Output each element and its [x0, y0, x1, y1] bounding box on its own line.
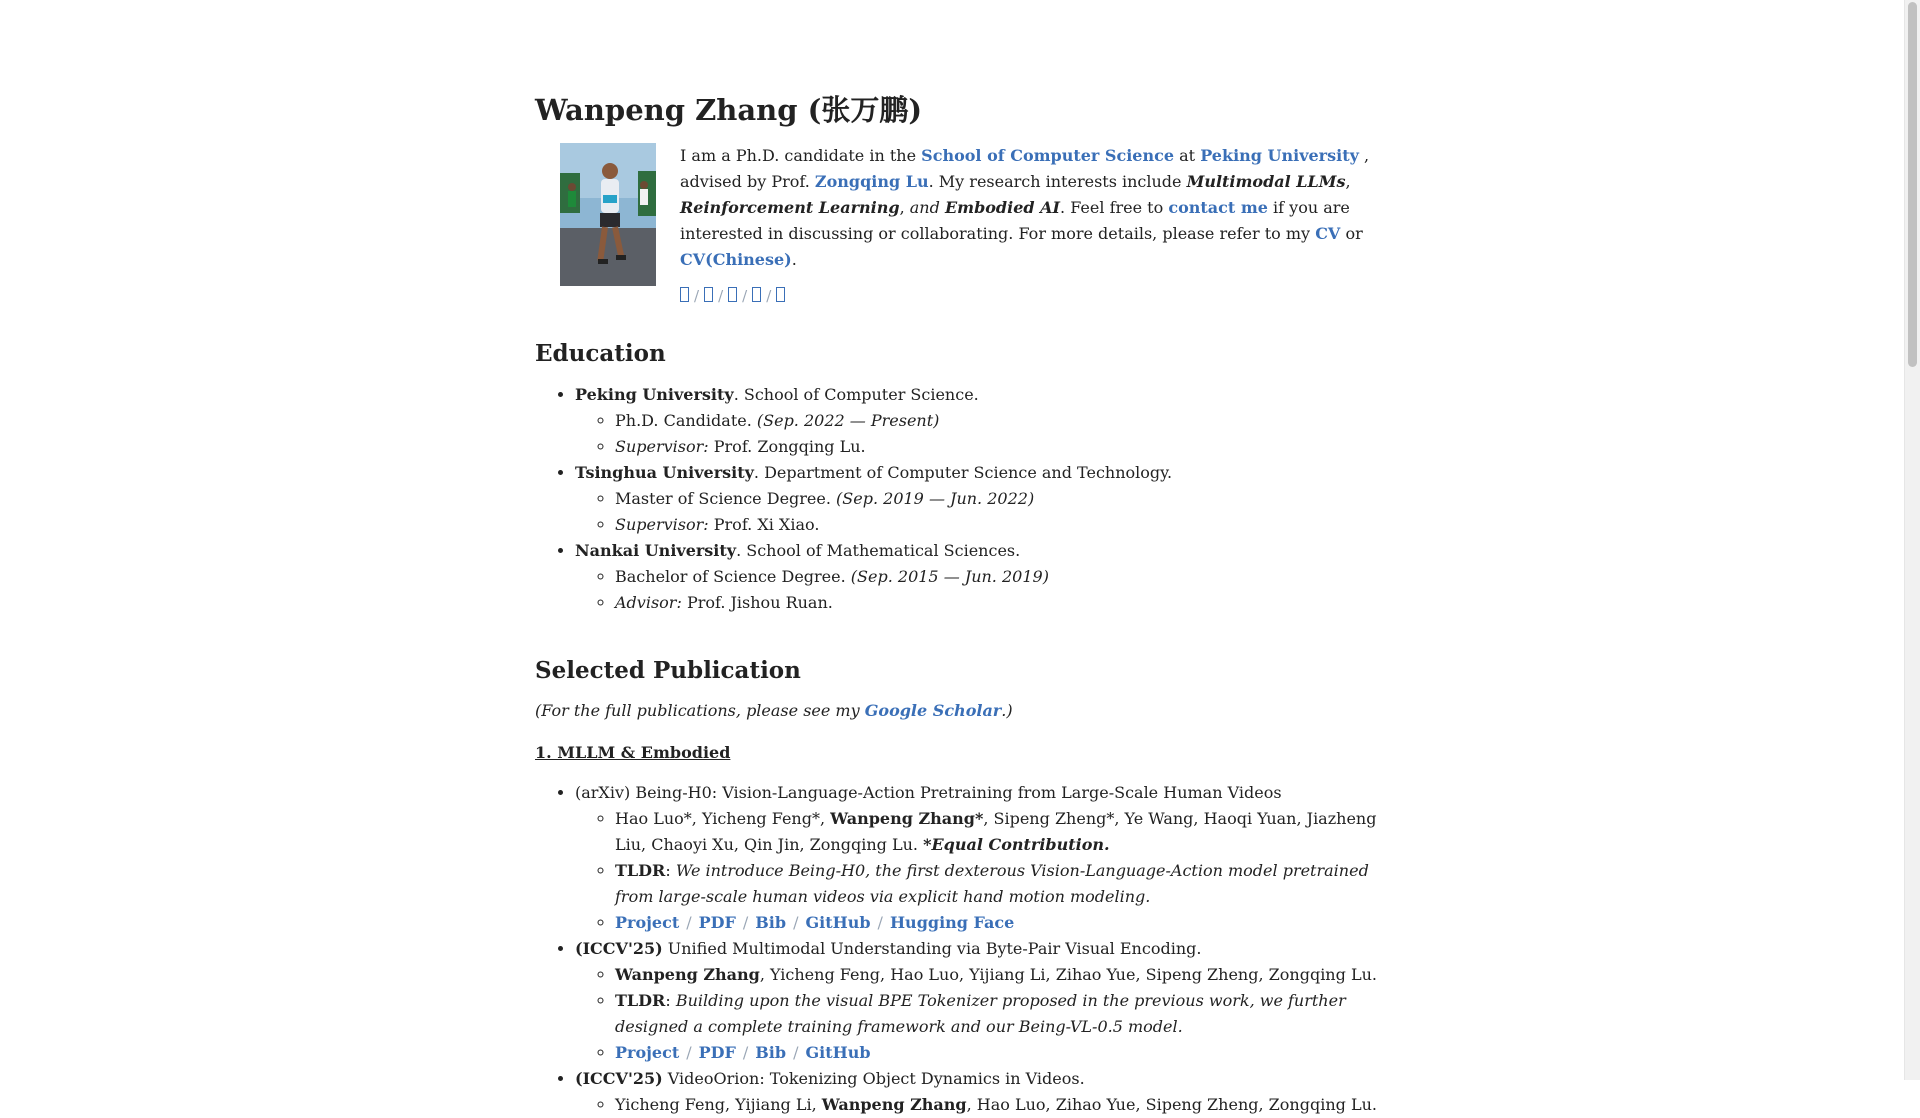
cv-chinese-link[interactable]: CV(Chinese)	[680, 250, 792, 269]
bib-link[interactable]: Bib	[755, 1043, 787, 1062]
degree-line: ◦ Bachelor of Science Degree. (Sep. 2015 — Jun. 2019)	[615, 564, 1385, 590]
google-scholar-link[interactable]: Google Scholar	[864, 701, 1002, 720]
email-icon[interactable]	[680, 287, 689, 302]
authors-line: ◦ Wanpeng Zhang, Yicheng Feng, Hao Luo, Yijiang Li, Zihao Yue, Sipeng Zheng, Zongqing Lu.	[615, 962, 1385, 988]
main-content	[535, 90, 1385, 1118]
project-link[interactable]: Project	[615, 913, 680, 932]
school-link[interactable]: School of Computer Science	[921, 146, 1175, 165]
degree-line: ◦ Ph.D. Candidate. (Sep. 2022 — Present)	[615, 408, 1385, 434]
vertical-scrollbar[interactable]	[1904, 0, 1920, 1080]
category-heading: 1. MLLM & Embodied	[535, 743, 731, 762]
education-item: • Tsinghua University. Department of Computer Science and Technology. ◦ Master of Science Degree. (Sep. 2019 — Jun. 2022) ◦ Supervisor: Prof. Xi Xiao.	[575, 460, 1385, 538]
pdf-link[interactable]: PDF	[698, 913, 736, 932]
cv-link[interactable]: CV	[1315, 224, 1341, 243]
profile-photo	[560, 143, 656, 286]
advisor-link[interactable]: Zongqing Lu	[814, 172, 929, 191]
degree-line: ◦ Master of Science Degree. (Sep. 2019 — Jun. 2022)	[615, 486, 1385, 512]
education-heading: Education	[535, 340, 666, 367]
publication-item: • (arXiv) Being-H0: Vision-Language-Action Pretraining from Large-Scale Human Videos ◦ Hao Luo*, Yicheng Feng*, Wanpeng Zhang*, Sipeng Zheng*, Ye Wang, Haoqi Yuan, Jiazheng Liu, Chaoyi Xu, Qin Jin, Zongqing Lu. *Equal Contribution. ◦ TLDR: We introduce Being-H0, the first dexterous Vision-Language-Action model pretrained from large-scale human videos via explicit hand motion modeling. ◦ Project / PDF / Bib / GitHub / Hugging Face	[575, 780, 1385, 936]
pdf-link[interactable]: PDF	[698, 1043, 736, 1062]
github-icon[interactable]	[728, 287, 737, 302]
education-item: • Nankai University. School of Mathematical Sciences. ◦ Bachelor of Science Degree. (Sep. 2015 — Jun. 2019) ◦ Advisor: Prof. Jishou Ruan.	[575, 538, 1385, 616]
bib-link[interactable]: Bib	[755, 913, 787, 932]
tldr-line: ◦ TLDR: Building upon the visual BPE Tokenizer proposed in the previous work, we further designed a complete training framework and our Being-VL-0.5 model.	[615, 988, 1385, 1040]
intro-section	[535, 143, 1385, 309]
education-list	[535, 382, 1385, 616]
supervisor-line: ◦ Supervisor: Prof. Zongqing Lu.	[615, 434, 1385, 460]
supervisor-line: ◦ Supervisor: Prof. Xi Xiao.	[615, 512, 1385, 538]
scholar-note: (For the full publications, please see my Google Scholar.)	[535, 701, 1013, 720]
paper-links: ◦ Project / PDF / Bib / GitHub	[615, 1040, 1385, 1066]
project-link[interactable]: Project	[615, 1043, 680, 1062]
publication-item: • (ICCV'25) VideoOrion: Tokenizing Object Dynamics in Videos. ◦ Yicheng Feng, Yijiang Li, Wanpeng Zhang, Hao Luo, Zihao Yue, Sipeng Zheng, Zongqing Lu.	[575, 1066, 1385, 1118]
linkedin-icon[interactable]	[776, 287, 785, 302]
github-link[interactable]: GitHub	[805, 1043, 871, 1062]
social-links: / / / /	[680, 283, 1385, 309]
hugging-face-link[interactable]: Hugging Face	[889, 913, 1015, 932]
paper-links: ◦ Project / PDF / Bib / GitHub / Hugging Face	[615, 910, 1385, 936]
twitter-icon[interactable]	[752, 287, 761, 302]
publication-list	[535, 780, 1385, 1118]
runner-photo-icon	[560, 143, 656, 286]
publication-item: • (ICCV'25) Unified Multimodal Understanding via Byte-Pair Visual Encoding. ◦ Wanpeng Zhang, Yicheng Feng, Hao Luo, Yijiang Li, Zihao Yue, Sipeng Zheng, Zongqing Lu. ◦ TLDR: Building upon the visual BPE Tokenizer proposed in the previous work, we further designed a complete training framework and our Being-VL-0.5 model. ◦ Project / PDF / Bib / GitHub	[575, 936, 1385, 1066]
authors-line: ◦ Hao Luo*, Yicheng Feng*, Wanpeng Zhang*, Sipeng Zheng*, Ye Wang, Haoqi Yuan, Jiazheng Liu, Chaoyi Xu, Qin Jin, Zongqing Lu. *Equal Contribution.	[615, 806, 1385, 858]
tldr-line: ◦ TLDR: We introduce Being-H0, the first dexterous Vision-Language-Action model pretrained from large-scale human videos via explicit hand motion modeling.	[615, 858, 1385, 910]
page-title: Wanpeng Zhang (张万鹏)	[535, 93, 923, 127]
authors-line: ◦ Yicheng Feng, Yijiang Li, Wanpeng Zhang, Hao Luo, Zihao Yue, Sipeng Zheng, Zongqing Lu.	[615, 1092, 1385, 1118]
scrollbar-thumb[interactable]	[1908, 2, 1917, 367]
intro-paragraph: I am a Ph.D. candidate in the School of Computer Science at Peking University , advised by Prof. Zongqing Lu. My research interests include Multimodal LLMs, Reinforcement Learning, and Embodied AI. Feel free to contact me if you are interested in discussing or collaborating. For more details, please refer to my CV or CV(Chinese).	[680, 146, 1370, 269]
publication-heading: Selected Publication	[535, 657, 801, 684]
advisor-line: ◦ Advisor: Prof. Jishou Ruan.	[615, 590, 1385, 616]
intro-text	[680, 143, 1385, 309]
scholar-icon[interactable]	[704, 287, 713, 302]
contact-link[interactable]: contact me	[1168, 198, 1268, 217]
pku-link[interactable]: Peking University	[1200, 146, 1359, 165]
education-item: • Peking University. School of Computer Science. ◦ Ph.D. Candidate. (Sep. 2022 — Present) ◦ Supervisor: Prof. Zongqing Lu.	[575, 382, 1385, 460]
github-link[interactable]: GitHub	[805, 913, 871, 932]
